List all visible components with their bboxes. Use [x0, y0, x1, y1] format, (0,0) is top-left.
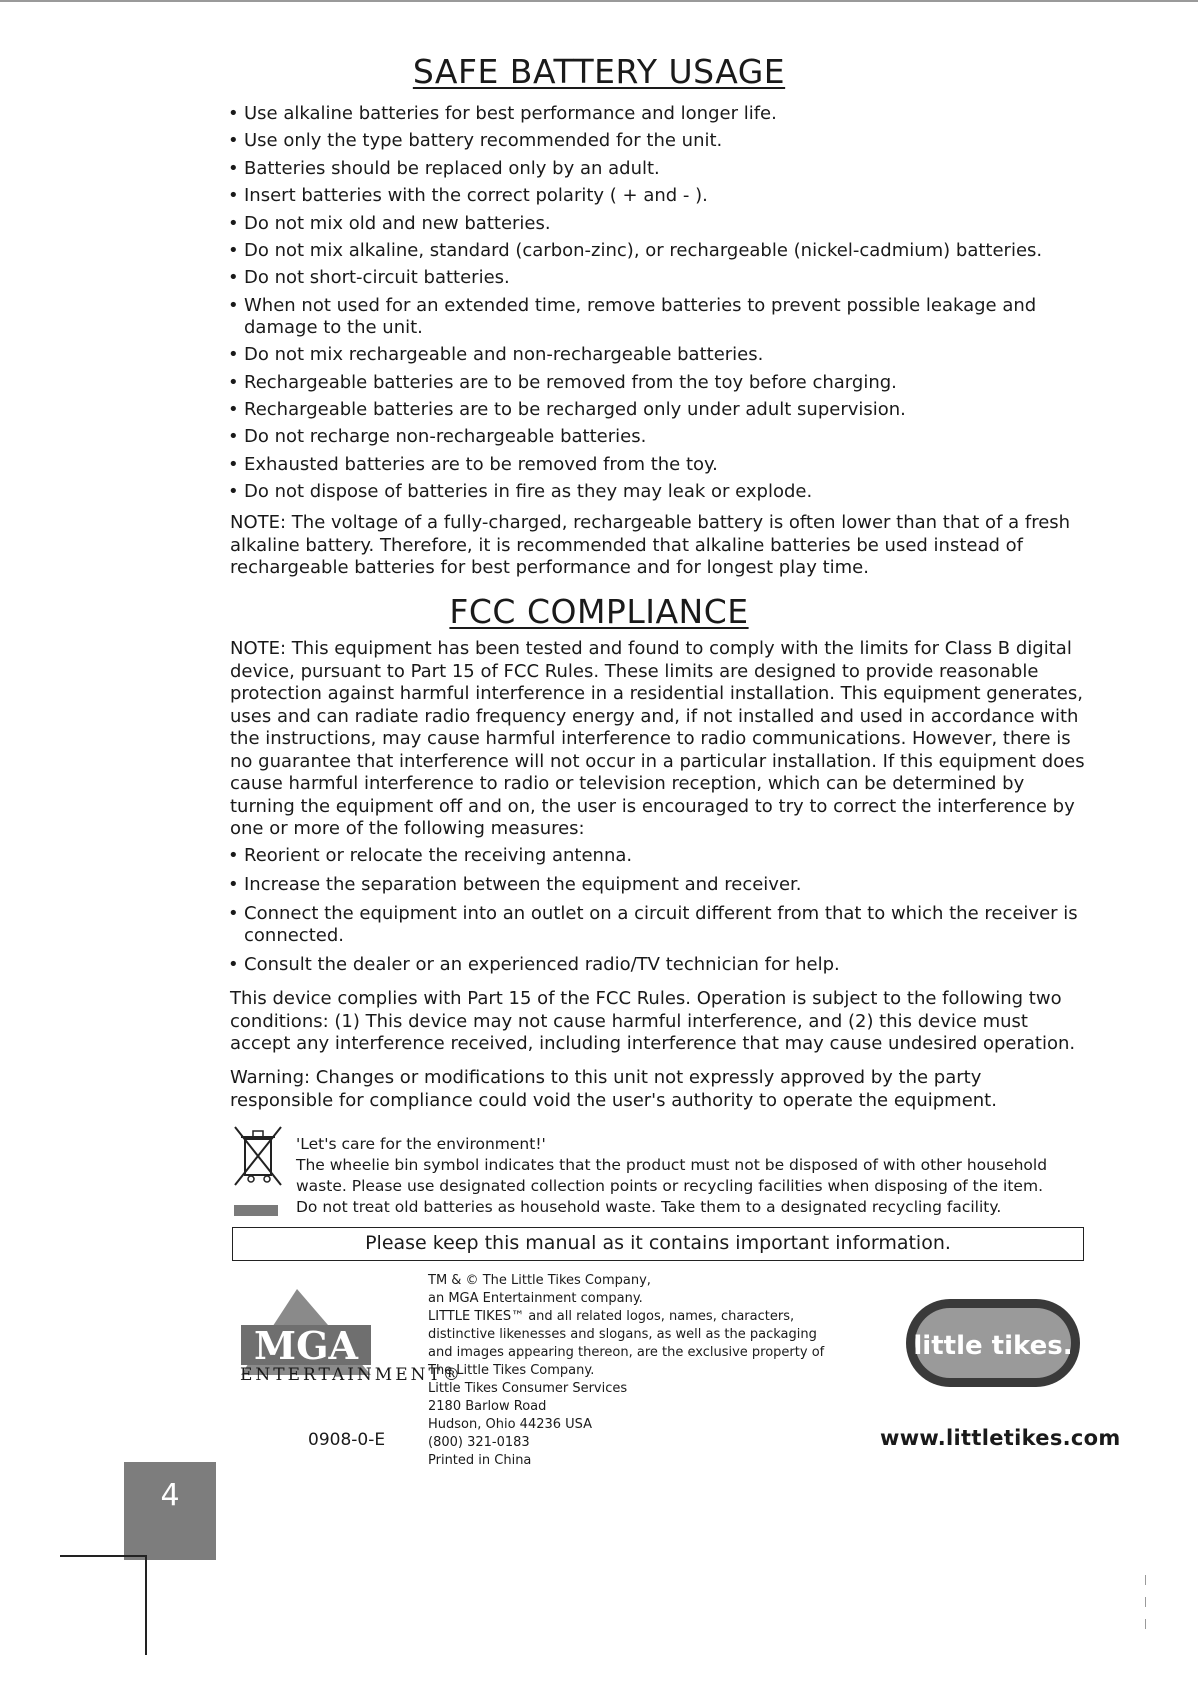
mga-entertainment-text: ENTERTAINMENT®: [240, 1365, 463, 1385]
list-item: • Do not recharge non-rechargeable batteries.: [228, 426, 1088, 448]
list-item: • Do not short-circuit batteries.: [228, 267, 1088, 289]
list-item: • Use only the type battery recommended for the unit.: [228, 130, 1088, 152]
list-item: • Exhausted batteries are to be removed from the toy.: [228, 454, 1088, 476]
list-item: • Rechargeable batteries are to be recharged only under adult supervision.: [228, 399, 1088, 421]
crossed-wheelie-bin-icon: [233, 1125, 283, 1187]
legal-line: 2180 Barlow Road: [428, 1399, 547, 1414]
legal-line: distinctive likenesses and slogans, as well as the packaging: [428, 1327, 817, 1342]
list-item: • Connect the equipment into an outlet on a circuit different from that to which the receiver is connected.: [228, 903, 1088, 947]
website-url: www.littletikes.com: [880, 1426, 1121, 1450]
list-item: • Batteries should be replaced only by an adult.: [228, 158, 1088, 180]
legal-notice: [428, 1272, 858, 1470]
list-item: • When not used for an extended time, remove batteries to prevent possible leakage and damage to the unit.: [228, 295, 1088, 339]
fcc-warning: Warning: Changes or modifications to this unit not expressly approved by the party responsible for compliance could void the user's authority to operate the equipment.: [230, 1067, 997, 1111]
crop-mark-horizontal: [60, 1555, 146, 1557]
keep-manual-box: Please keep this manual as it contains important information.: [232, 1227, 1084, 1261]
legal-line: Little Tikes Consumer Services: [428, 1381, 628, 1396]
legal-line: and images appearing thereon, are the exclusive property of: [428, 1345, 825, 1360]
legal-line: The Little Tikes Company.: [428, 1363, 595, 1378]
legal-line: Hudson, Ohio 44236 USA: [428, 1417, 593, 1432]
list-item: • Increase the separation between the equipment and receiver.: [228, 874, 1088, 896]
little-tikes-logo-text: little tikes.: [913, 1331, 1073, 1361]
list-item: • Consult the dealer or an experienced radio/TV technician for help.: [228, 954, 1088, 976]
edge-tick: [1145, 1597, 1146, 1607]
page-number: 4: [160, 1478, 180, 1513]
battery-voltage-note: NOTE: The voltage of a fully-charged, rechargeable battery is often lower than that of a fresh alkaline battery. Therefore, it is recommended that alkaline batteries be used instead of rechargeable batteries for best performance and for longest play time.: [230, 512, 1071, 578]
environment-bin-text: The wheelie bin symbol indicates that the product must not be disposed of with other household waste. Please use designated collection points or recycling facilities when disposing of the item.: [296, 1156, 1048, 1195]
legal-line: LITTLE TIKES™ and all related logos, names, characters,: [428, 1309, 795, 1324]
environment-notice: [296, 1134, 1086, 1218]
environment-title: 'Let's care for the environment!': [296, 1135, 546, 1153]
fcc-note: NOTE: This equipment has been tested and found to comply with the limits for Class B digital device, pursuant to Part 15 of FCC Rules. These limits are designed to provide reasonable protection against harmful interference in a residential installation. This equipment generates, uses and can radiate radio frequency energy and, if not installed and used in accordance with the instructions, may cause harmful interference to radio communications. However, there is no guarantee that interference will not occur in a particular installation. If this equipment does cause harmful interference to radio or television reception, which can be determined by turning the equipment off and on, the user is encouraged to try to correct the interference by one or more of the following measures:: [230, 638, 1085, 839]
safe-battery-heading: SAFE BATTERY USAGE: [412, 52, 786, 91]
fcc-measures-list: [228, 845, 1088, 983]
list-item: • Rechargeable batteries are to be removed from the toy before charging.: [228, 372, 1088, 394]
list-item: • Do not mix alkaline, standard (carbon-zinc), or rechargeable (nickel-cadmium) batteries.: [228, 240, 1088, 262]
safe-battery-list: [228, 103, 1088, 508]
fcc-heading: FCC COMPLIANCE: [449, 592, 749, 631]
legal-line: (800) 321-0183: [428, 1435, 530, 1450]
bin-underline-bar: [234, 1205, 278, 1216]
fcc-compliance-statement: This device complies with Part 15 of the FCC Rules. Operation is subject to the following two conditions: (1) This device may not cause harmful interference, and (2) this device must accept any interference received, including interference that may cause undesired operation.: [230, 988, 1076, 1054]
list-item: • Do not mix old and new batteries.: [228, 213, 1088, 235]
legal-line: TM & © The Little Tikes Company,: [428, 1273, 651, 1288]
legal-line: an MGA Entertainment company.: [428, 1291, 643, 1306]
little-tikes-logo: [903, 1296, 1083, 1390]
crop-mark-vertical: [145, 1555, 147, 1655]
edge-tick: [1145, 1619, 1146, 1629]
product-code: 0908-0-E: [308, 1430, 386, 1450]
list-item: • Insert batteries with the correct polarity ( + and - ).: [228, 185, 1088, 207]
edge-tick: [1145, 1575, 1146, 1585]
list-item: • Use alkaline batteries for best performance and longer life.: [228, 103, 1088, 125]
legal-line: Printed in China: [428, 1453, 532, 1468]
environment-battery-text: Do not treat old batteries as household waste. Take them to a designated recycling facility.: [296, 1198, 1002, 1216]
page-top-rule: [0, 0, 1198, 2]
list-item: • Do not mix rechargeable and non-rechargeable batteries.: [228, 344, 1088, 366]
list-item: • Reorient or relocate the receiving antenna.: [228, 845, 1088, 867]
list-item: • Do not dispose of batteries in fire as they may leak or explode.: [228, 481, 1088, 503]
mga-logo-text: MGA: [254, 1323, 358, 1368]
